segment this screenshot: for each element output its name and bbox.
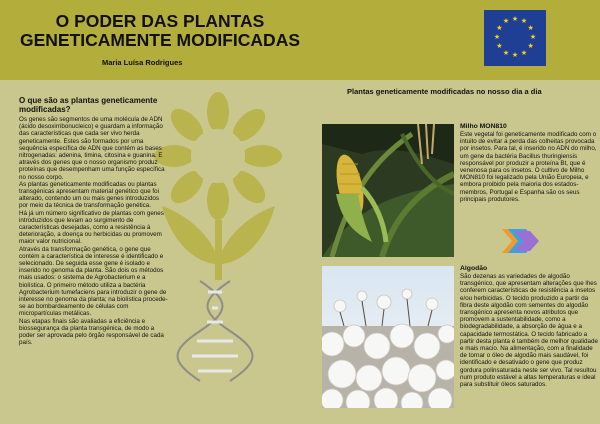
section-heading-what-are: O que são as plantas geneticamente modificadas?	[19, 96, 158, 114]
title-line-1: O PODER DAS PLANTAS	[55, 11, 265, 31]
flag-star-icon: ★	[527, 25, 534, 32]
flag-star-icon: ★	[520, 18, 528, 26]
section-heading-daily-life: Plantas geneticamente modificadas no nosso dia a dia	[347, 87, 542, 96]
eu-flag-icon	[484, 10, 546, 66]
flag-star-icon: ★	[511, 16, 519, 23]
flag-star-icon: ★	[529, 34, 537, 41]
flag-star-icon: ★	[496, 25, 503, 32]
stem-icon	[215, 220, 222, 280]
author-name: Maria Luísa Rodrigues	[102, 58, 183, 67]
milho-title: Milho MON810	[460, 123, 507, 130]
flower-center-icon	[191, 129, 245, 183]
cotton-photo	[322, 266, 454, 408]
leaf-right-icon	[222, 206, 275, 264]
poster-title	[10, 12, 310, 50]
flag-star-icon: ★	[527, 43, 534, 50]
flower-dna-illustration	[150, 86, 300, 406]
algodao-body: São dezenas as variedades de algodão transgénico, que apresentam alterações que lhes conferem características de resistência a insetos e/ou herbicidas. O tecido produzido a partir da fibra deste algodão com sementes do algodão transgénico apresenta novos atributos que promovem a sustentabilidade, como a biodegradabilidade, a absorção de água e a capacidade termostática. O tecido fabricado a partir desta planta é também de melhor qualidade e mais macio. Na alimentação, com a finalidade de tornar o óleo de algodão mais saudável, foi identificado e desativado o gene que produz gordura polinsaturada neste ser vivo. Tal resultou num produto estável a altas temperaturas e ideal para substituir óleos saturados.	[460, 273, 598, 389]
leaf-left-icon	[162, 206, 215, 264]
title-line-2: GENETICAMENTE MODIFICADAS	[20, 30, 300, 50]
dna-helix-icon	[178, 281, 253, 381]
chevron-arrows-icon	[500, 226, 544, 256]
flag-star-icon: ★	[511, 52, 519, 59]
algodao-title: Algodão	[460, 265, 488, 272]
flag-star-icon: ★	[502, 18, 510, 26]
flag-star-icon: ★	[502, 49, 510, 57]
flag-star-icon: ★	[520, 49, 528, 57]
corn-photo	[322, 124, 454, 257]
flag-star-icon: ★	[493, 34, 501, 41]
milho-body: Este vegetal foi geneticamente modificado com o intuito de evitar a perda das colheitas provocada por insetos. Para tal, é inserido no ADN do milho, um gene da bactéria Bacillus thuringiensis responsável por produzir a proteína Bt, que é venenosa para os insetos. O cultivo de Milho MON810 foi legalizado pela União Europeia, e embora proibido pela maioria dos estados-membros, Portugal e Espanha são os seus principais produtores.	[460, 131, 597, 203]
flag-star-icon: ★	[496, 43, 503, 50]
what-are-body: Os genes são segmentos de uma molécula de ADN (ácido desoxirribonucleico) e guardam a informação das características que cada ser vivo herda geneticamente. Estes são formados por uma sequência específica de ADN que contém as bases nitrogenadas: adenina, timina, citosina e guanina. E através dos genes que o nosso organismo produz proteínas que desempenham uma função específica no nosso corpo. As plantas geneticamente modificadas ou plantas transgénicas apresentam material genético que foi alterado, contendo um ou mais genes introduzidos por meio da técnica de transformação genética. Há já um número significativo de plantas com genes introduzidos que levam ao surgimento de características desejadas, como a resistência à deterioração, a doença ou herbicidas ou promovem maior valor nutricional. Através da transformação genética, o gene que contém a característica de interesse é identificado e selecionado. De seguida esse gene é isolado e inserido no genoma da planta. São dois os métodos mais usados: o sistema de Agrobacterium e a biolística. O primeiro método utiliza a bactéria Agrobacterium tumefaciens para introduzir o gene de interesse no genoma da planta; na biolística procede-se ao bombardeamento de células com micropartículas metálicas. Nas etapas finais são avaliadas a eficiência e biossegurança da planta transgénica, de modo a poder ser aprovada pelo órgão responsável de cada país.	[19, 116, 168, 347]
